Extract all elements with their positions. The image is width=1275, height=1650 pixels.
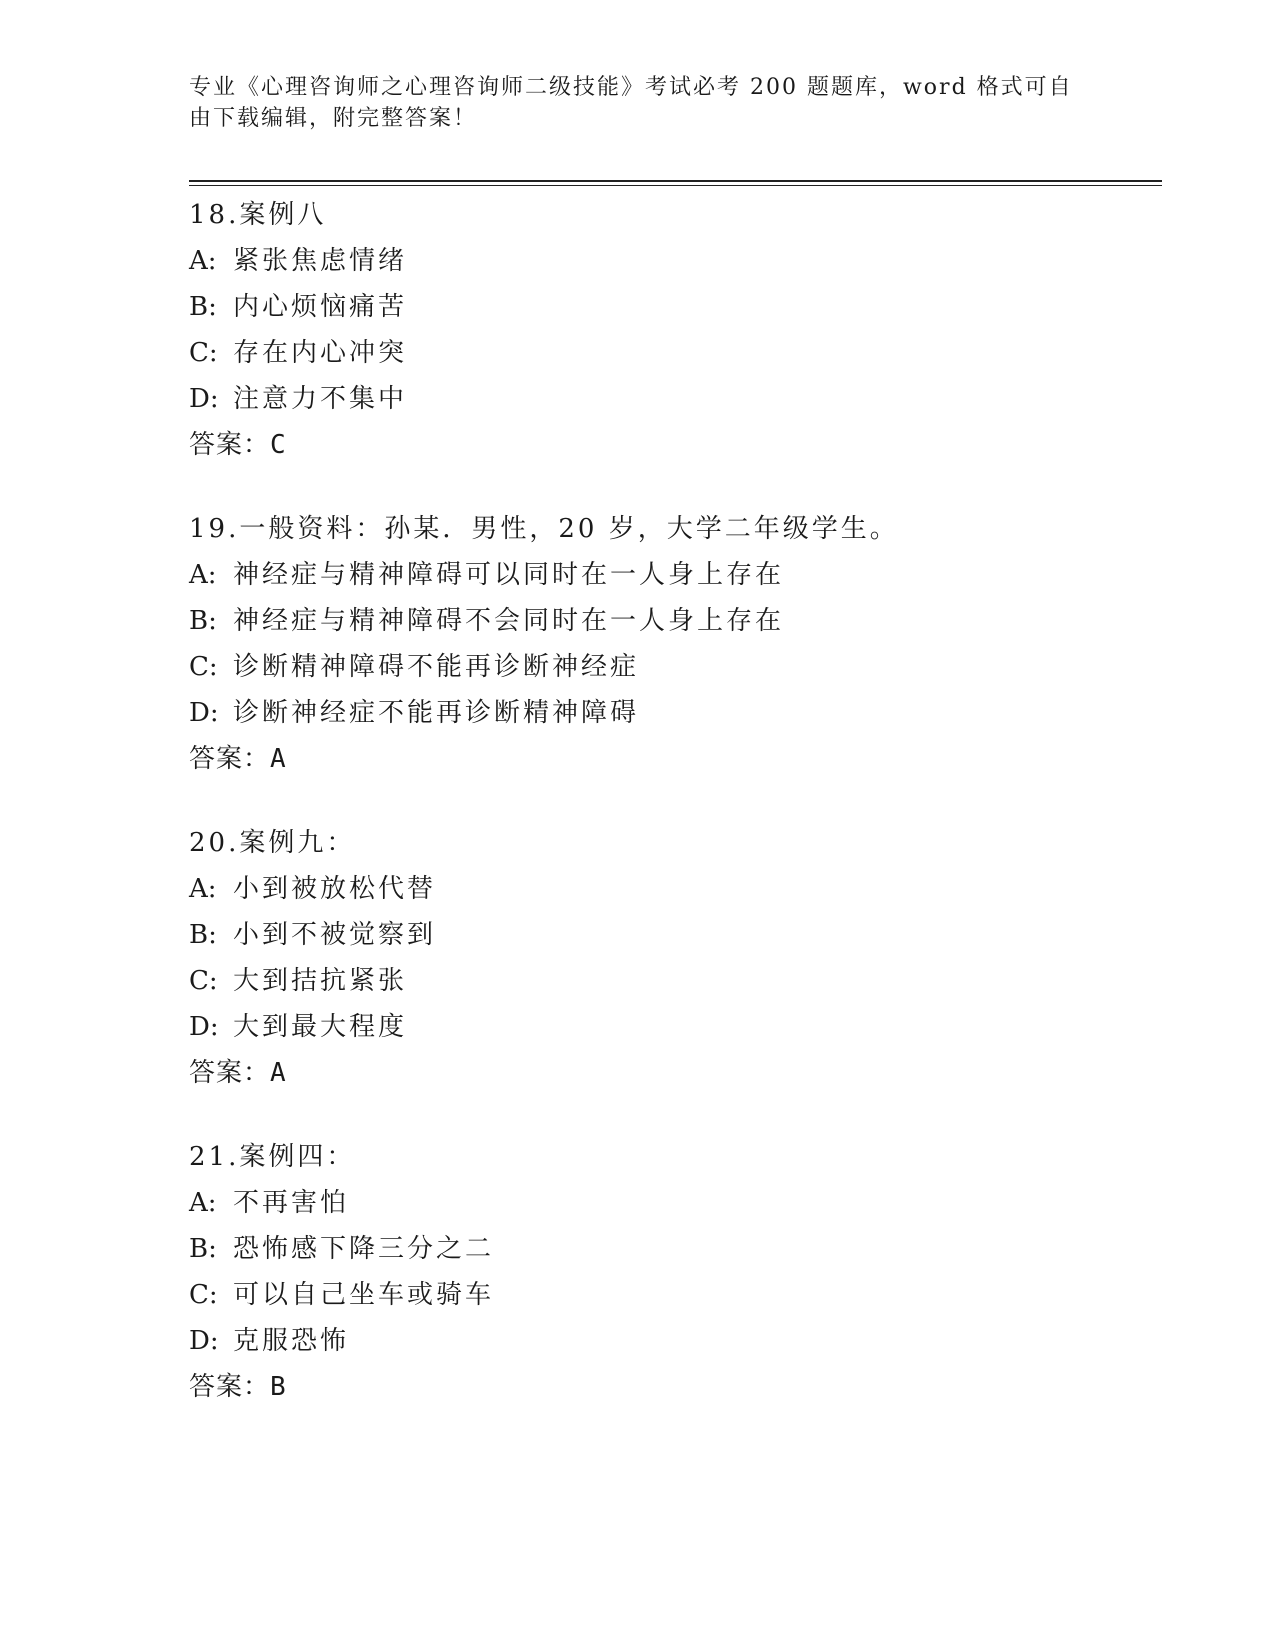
option-letter: D: (189, 384, 219, 414)
option-d (189, 1318, 1162, 1364)
question-stem: 21.案例四： (189, 1142, 356, 1172)
option-letter: A: (189, 560, 217, 590)
option-d (189, 1004, 1162, 1050)
document-header (189, 72, 1089, 134)
answer-line: 答案：A (189, 1058, 287, 1088)
option-text: 紧张焦虑情绪 (233, 246, 408, 276)
option-text: 诊断神经症不能再诊断精神障碍 (233, 698, 640, 728)
option-letter: A: (189, 1188, 217, 1218)
question-21 (189, 1134, 1162, 1410)
option-text: 大到拮抗紧张 (233, 966, 408, 996)
option-text: 不再害怕 (233, 1188, 350, 1218)
option-b (189, 912, 1162, 958)
option-c (189, 330, 1162, 376)
option-c (189, 1272, 1162, 1318)
option-letter: A: (189, 874, 217, 904)
option-b (189, 598, 1162, 644)
header-line-2: 由下载编辑，附完整答案！ (189, 106, 478, 131)
option-a (189, 1180, 1162, 1226)
option-b (189, 284, 1162, 330)
option-letter: D: (189, 1012, 219, 1042)
option-text: 神经症与精神障碍可以同时在一人身上存在 (233, 560, 785, 590)
option-text: 可以自己坐车或骑车 (233, 1280, 495, 1310)
option-letter: C: (189, 966, 218, 996)
header-divider-thin (189, 185, 1162, 186)
option-letter: D: (189, 698, 219, 728)
question-list (189, 192, 1162, 1448)
option-text: 恐怖感下降三分之二 (233, 1234, 495, 1264)
question-stem: 20.案例九： (189, 828, 356, 858)
option-b (189, 1226, 1162, 1272)
option-letter: C: (189, 652, 218, 682)
header-divider-thick (189, 180, 1162, 182)
option-letter: C: (189, 1280, 218, 1310)
option-letter: B: (189, 292, 217, 322)
question-19 (189, 506, 1162, 782)
option-text: 小到不被觉察到 (233, 920, 437, 950)
option-a (189, 238, 1162, 284)
question-stem: 18.案例八 (189, 200, 327, 230)
option-letter: D: (189, 1326, 219, 1356)
option-text: 注意力不集中 (233, 384, 408, 414)
option-d (189, 376, 1162, 422)
option-c (189, 958, 1162, 1004)
option-c (189, 644, 1162, 690)
question-20 (189, 820, 1162, 1096)
option-a (189, 866, 1162, 912)
option-text: 小到被放松代替 (233, 874, 437, 904)
header-line-1: 专业《心理咨询师之心理咨询师二级技能》考试必考 200 题题库，word 格式可自 (189, 75, 1073, 100)
option-letter: A: (189, 246, 217, 276)
option-text: 大到最大程度 (233, 1012, 408, 1042)
option-letter: B: (189, 1234, 217, 1264)
question-stem: 19.一般资料：孙某．男性，20 岁，大学二年级学生。 (189, 514, 899, 544)
option-text: 神经症与精神障碍不会同时在一人身上存在 (233, 606, 785, 636)
option-letter: B: (189, 606, 217, 636)
option-letter: B: (189, 920, 217, 950)
answer-line: 答案：B (189, 1372, 287, 1402)
option-text: 诊断精神障碍不能再诊断神经症 (233, 652, 640, 682)
option-d (189, 690, 1162, 736)
option-letter: C: (189, 338, 218, 368)
question-18 (189, 192, 1162, 468)
answer-line: 答案：C (189, 430, 287, 460)
answer-line: 答案：A (189, 744, 287, 774)
option-text: 内心烦恼痛苦 (233, 292, 408, 322)
option-text: 克服恐怖 (233, 1326, 350, 1356)
option-text: 存在内心冲突 (233, 338, 408, 368)
option-a (189, 552, 1162, 598)
